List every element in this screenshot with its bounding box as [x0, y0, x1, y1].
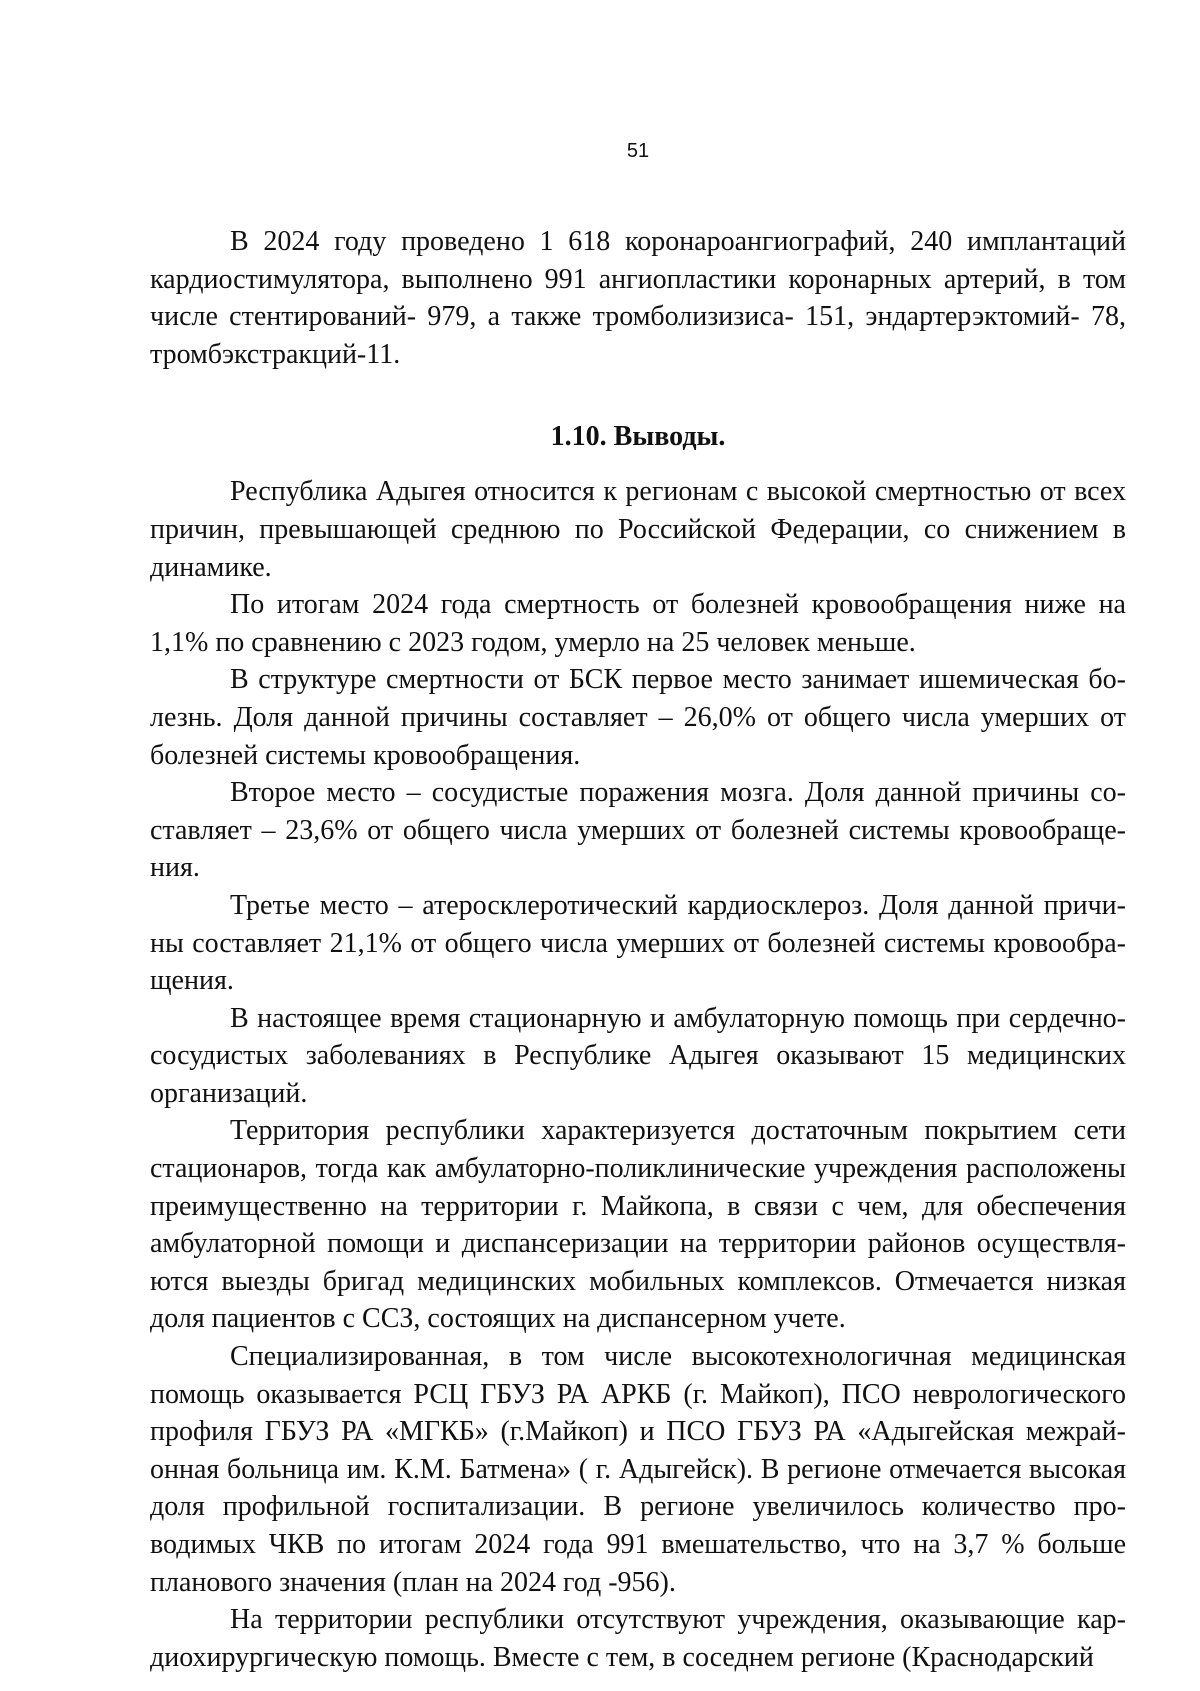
paragraph-7: Территория республики характеризуется достаточным покрытием сети стационаров, тогда как амбулаторно-поликлинические учреждения расположены преимущественно на территории г. Майкопа, в связи с чем, для обеспечения амбулаторной помощи и диспансеризации на территории районов осуществляются выезды бригад медицинских мобильных комплексов. Отмечается низкая доля пациентов с ССЗ, состоящих на диспансерном учете.	[150, 1115, 1126, 1335]
paragraph-1: Республика Адыгея относится к регионам с высокой смертностью от всех причин, превышающей среднюю по Российской Федерации, со снижением в динамике.	[150, 476, 1126, 583]
intro-paragraph: В 2024 году проведено 1 618 коронароангиографий, 240 имплантаций кардиостимулятора, выполнено 991 ангиопластики коронарных артерий, в том числе стентирований- 979, а также тромболизизиса- 151, эндартерэктомий- 78, тромбэкстракций-11.	[150, 226, 1126, 370]
document-body	[150, 223, 1126, 1676]
paragraph-2: По итогам 2024 года смертность от болезней кровообращения ниже на 1,1% по сравнению с 2023 годом, умерло на 25 человек меньше.	[150, 589, 1126, 658]
paragraph-6: В настоящее время стационарную и амбулаторную помощь при сердечно-сосудистых заболеваниях в Республике Адыгея оказывают 15 медицинских организаций.	[150, 1002, 1126, 1109]
paragraph-4: Второе место – сосудистые поражения мозга. Доля данной причины составляет – 23,6% от общего числа умерших от болезней системы кровообращения.	[150, 777, 1126, 884]
page-number: 51	[626, 140, 650, 162]
paragraph-5: Третье место – атеросклеротический кардиосклероз. Доля данной причины составляет 21,1% от общего числа умерших от болезней системы кровообращения.	[150, 889, 1126, 997]
paragraph-8: Специализированная, в том числе высокотехнологичная медицинская помощь оказывается РСЦ ГБУЗ РА АРКБ (г. Майкоп), ПСО неврологического профиля ГБУЗ РА «МГКБ» (г.Майкоп) и ПСО ГБУЗ РА «Адыгейская межрайонная больница им. К.М. Батмена» ( г. Адыгейск). В регионе отмечается высокая доля профильной госпитализации. В регионе увеличилось количество проводимых ЧКВ по итогам 2024 года 991 вмешательство, что на 3,7 % больше планового значения (план на 2024 год -956).	[150, 1341, 1126, 1598]
paragraph-3: В структуре смертности от БСК первое место занимает ишемическая болезнь. Доля данной причины составляет – 26,0% от общего числа умерших от болезней системы кровообращения.	[150, 664, 1126, 771]
section-heading: 1.10. Выводы.	[550, 421, 726, 453]
paragraph-9: На территории республики отсутствуют учреждения, оказывающие кардиохирургическую помощь. Вместе с тем, в соседнем регионе (Краснодарский	[150, 1604, 1126, 1673]
